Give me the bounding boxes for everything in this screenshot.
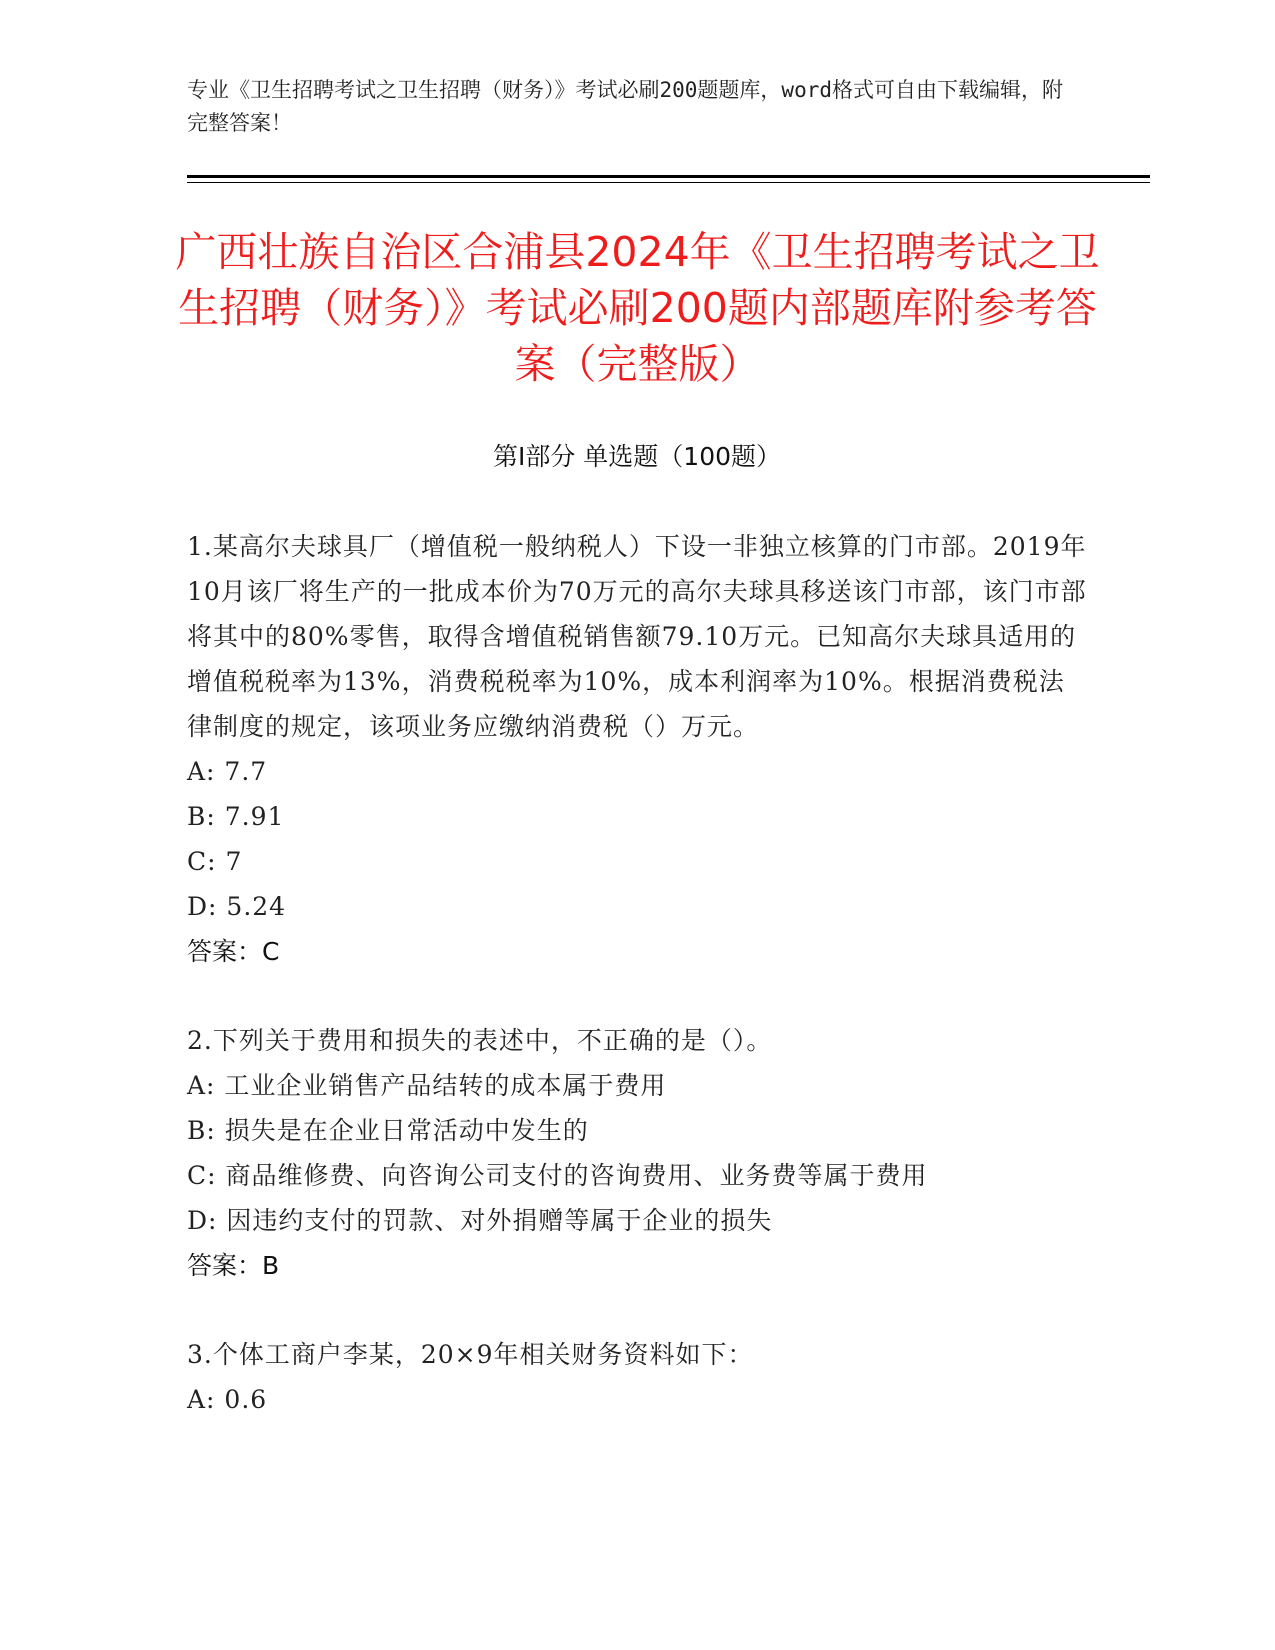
question-text: 3.个体工商户李某，20×9年相关财务资料如下： <box>187 1340 754 1369</box>
option-c: C: 商品维修费、向咨询公司支付的咨询费用、业务费等属于费用 <box>187 1161 928 1190</box>
header-rule-thick <box>187 175 1150 178</box>
question-text: 1.某高尔夫球具厂（增值税一般纳税人）下设一非独立核算的门市部。2019年10月该厂将生产的一批成本价为70万元的高尔夫球具移送该门市部，该门市部将其中的80%零售，取得含增值税销售额79.10万元。已知高尔夫球具适用的增值税税率为13%，消费税税率为10%，成本利润率为10%。根据消费税法律制度的规定，该项业务应缴纳消费税（）万元。 <box>187 532 1087 741</box>
option-d: D: 因违约支付的罚款、对外捐赠等属于企业的损失 <box>187 1206 773 1235</box>
option-a: A: 工业企业销售产品结转的成本属于费用 <box>187 1071 667 1100</box>
question-2 <box>187 1018 1087 1288</box>
question-list <box>187 524 1087 1422</box>
question-3 <box>187 1332 1087 1422</box>
option-d: D: 5.24 <box>187 892 287 921</box>
header-note: 专业《卫生招聘考试之卫生招聘（财务）》考试必刷200题题库，word格式可自由下载编辑，附完整答案！ <box>187 78 1063 135</box>
option-b: B: 损失是在企业日常活动中发生的 <box>187 1116 589 1145</box>
section-title: 第Ⅰ部分 单选题（100题） <box>492 442 782 471</box>
option-c: C: 7 <box>187 847 243 876</box>
header-rule-thin <box>187 182 1150 183</box>
question-text: 2.下列关于费用和损失的表述中，不正确的是（）。 <box>187 1026 773 1055</box>
option-a: A: 7.7 <box>187 757 268 786</box>
answer: 答案：B <box>187 1251 280 1280</box>
answer: 答案：C <box>187 937 280 966</box>
option-a: A: 0.6 <box>187 1385 268 1414</box>
question-1 <box>187 524 1087 974</box>
option-b: B: 7.91 <box>187 802 285 831</box>
document-title: 广西壮族自治区合浦县2024年《卫生招聘考试之卫生招聘（财务）》考试必刷200题内部题库附参考答案（完整版） <box>175 228 1100 388</box>
